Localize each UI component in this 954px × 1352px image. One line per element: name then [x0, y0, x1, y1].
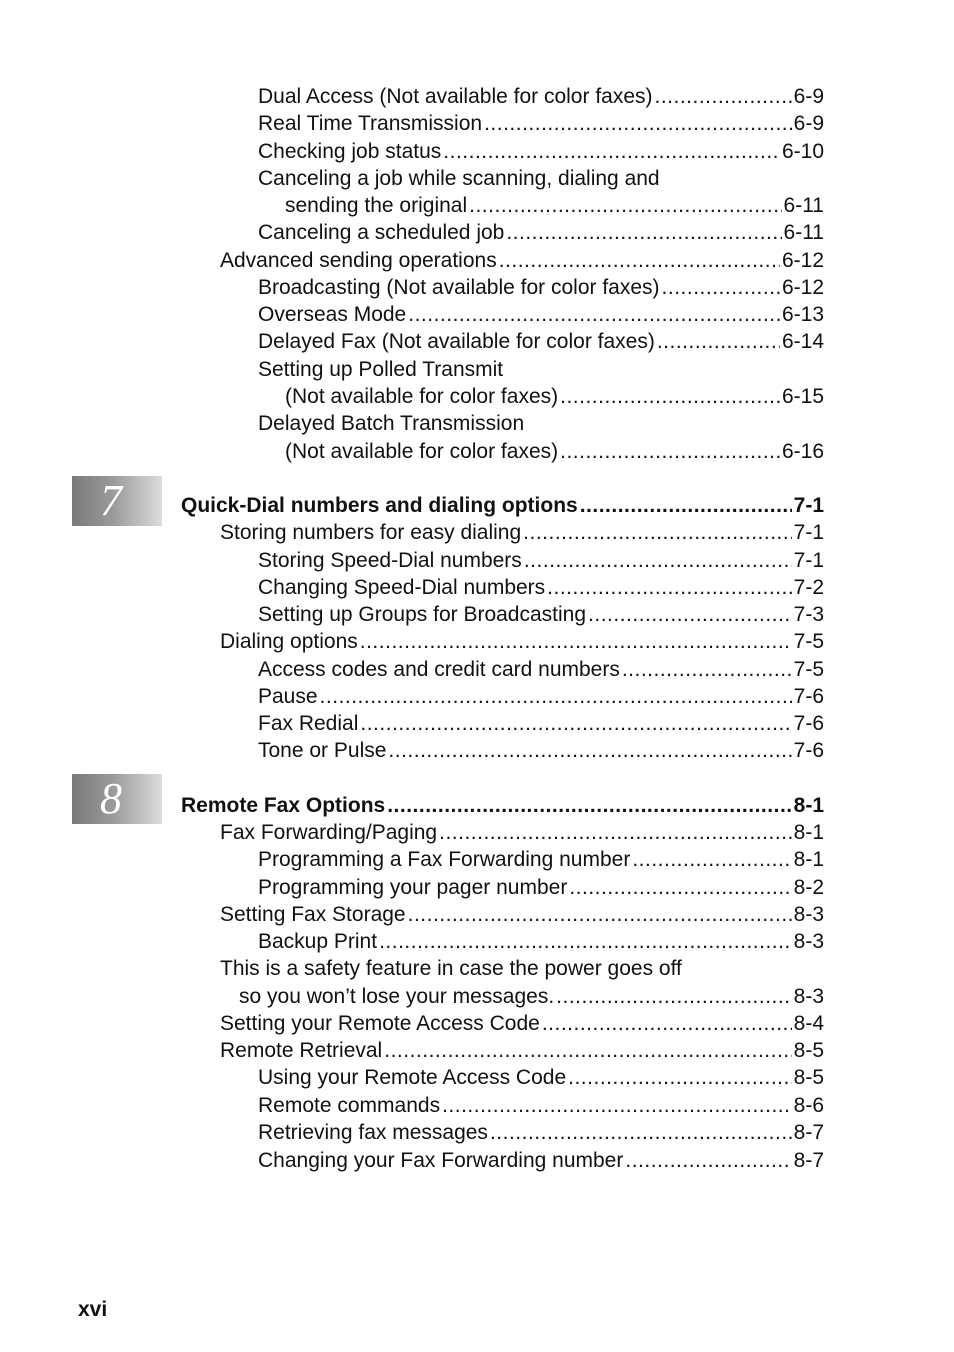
- page-number: xvi: [78, 1298, 108, 1321]
- chapter-number: 8: [100, 774, 122, 823]
- toc-entry[interactable]: (Not available for color faxes) ..... 6-16: [285, 438, 824, 465]
- toc-entry[interactable]: Canceling a scheduled job ..... 6-11: [258, 219, 824, 246]
- toc-entry[interactable]: Access codes and credit card numbers ..... 7-5: [258, 656, 824, 683]
- toc-entry[interactable]: Delayed Fax (Not available for color faxes) ..... 6-14: [258, 328, 824, 355]
- toc-entry[interactable]: (Not available for color faxes) ..... 6-15: [285, 383, 824, 410]
- toc-entry[interactable]: Remote Retrieval ..... 8-5: [220, 1037, 824, 1064]
- toc-entry[interactable]: Broadcasting (Not available for color faxes) ..... 6-12: [258, 274, 824, 301]
- toc-entry[interactable]: Fax Redial ..... 7-6: [258, 710, 824, 737]
- toc-entry[interactable]: Remote commands ..... 8-6: [258, 1092, 824, 1119]
- toc-entry[interactable]: Using your Remote Access Code ..... 8-5: [258, 1064, 824, 1091]
- toc-entry[interactable]: Programming a Fax Forwarding number ..... 8-1: [258, 846, 824, 873]
- toc-entry[interactable]: Retrieving fax messages ..... 8-7: [258, 1119, 824, 1146]
- toc-entry[interactable]: Delayed Batch Transmission: [258, 412, 525, 435]
- toc-entry[interactable]: Changing your Fax Forwarding number ..... 8-7: [258, 1147, 824, 1174]
- toc-entry[interactable]: Overseas Mode ..... 6-13: [258, 301, 824, 328]
- toc-entry[interactable]: Pause ..... 7-6: [258, 683, 824, 710]
- chapter-tab-8: [72, 774, 162, 824]
- toc-entry[interactable]: Setting Fax Storage ..... 8-3: [220, 901, 824, 928]
- chapter-heading[interactable]: Remote Fax Options ..... 8-1: [181, 792, 824, 819]
- toc-entry[interactable]: This is a safety feature in case the power goes off: [220, 957, 682, 980]
- toc-entry[interactable]: so you won’t lose your messages. ..... 8-3: [239, 983, 824, 1010]
- toc-entry[interactable]: Storing Speed-Dial numbers ..... 7-1: [258, 547, 824, 574]
- chapter-number: 7: [100, 476, 122, 525]
- toc-entry[interactable]: Dialing options ..... 7-5: [220, 628, 824, 655]
- toc-entry[interactable]: Programming your pager number ..... 8-2: [258, 874, 824, 901]
- toc-entry[interactable]: Setting your Remote Access Code ..... 8-4: [220, 1010, 824, 1037]
- toc-entry[interactable]: Storing numbers for easy dialing ..... 7-1: [220, 519, 824, 546]
- toc-entry[interactable]: Advanced sending operations ..... 6-12: [220, 247, 824, 274]
- toc-entry[interactable]: Setting up Polled Transmit: [258, 358, 504, 381]
- toc-entry[interactable]: Canceling a job while scanning, dialing and: [258, 167, 660, 190]
- chapter-heading[interactable]: Quick-Dial numbers and dialing options ..... 7-1: [181, 492, 824, 519]
- toc-entry[interactable]: Setting up Groups for Broadcasting ..... 7-3: [258, 601, 824, 628]
- toc-entry[interactable]: Backup Print ..... 8-3: [258, 928, 824, 955]
- chapter-tab-7: [72, 476, 162, 526]
- toc-entry[interactable]: Checking job status ..... 6-10: [258, 138, 824, 165]
- toc-entry[interactable]: Tone or Pulse ..... 7-6: [258, 737, 824, 764]
- toc-entry[interactable]: Changing Speed-Dial numbers ..... 7-2: [258, 574, 824, 601]
- toc-entry[interactable]: Fax Forwarding/Paging ..... 8-1: [220, 819, 824, 846]
- toc-entry[interactable]: sending the original ..... 6-11: [285, 192, 824, 219]
- toc-entry[interactable]: Real Time Transmission ..... 6-9: [258, 110, 824, 137]
- toc-entry[interactable]: Dual Access (Not available for color faxes) ..... 6-9: [258, 83, 824, 110]
